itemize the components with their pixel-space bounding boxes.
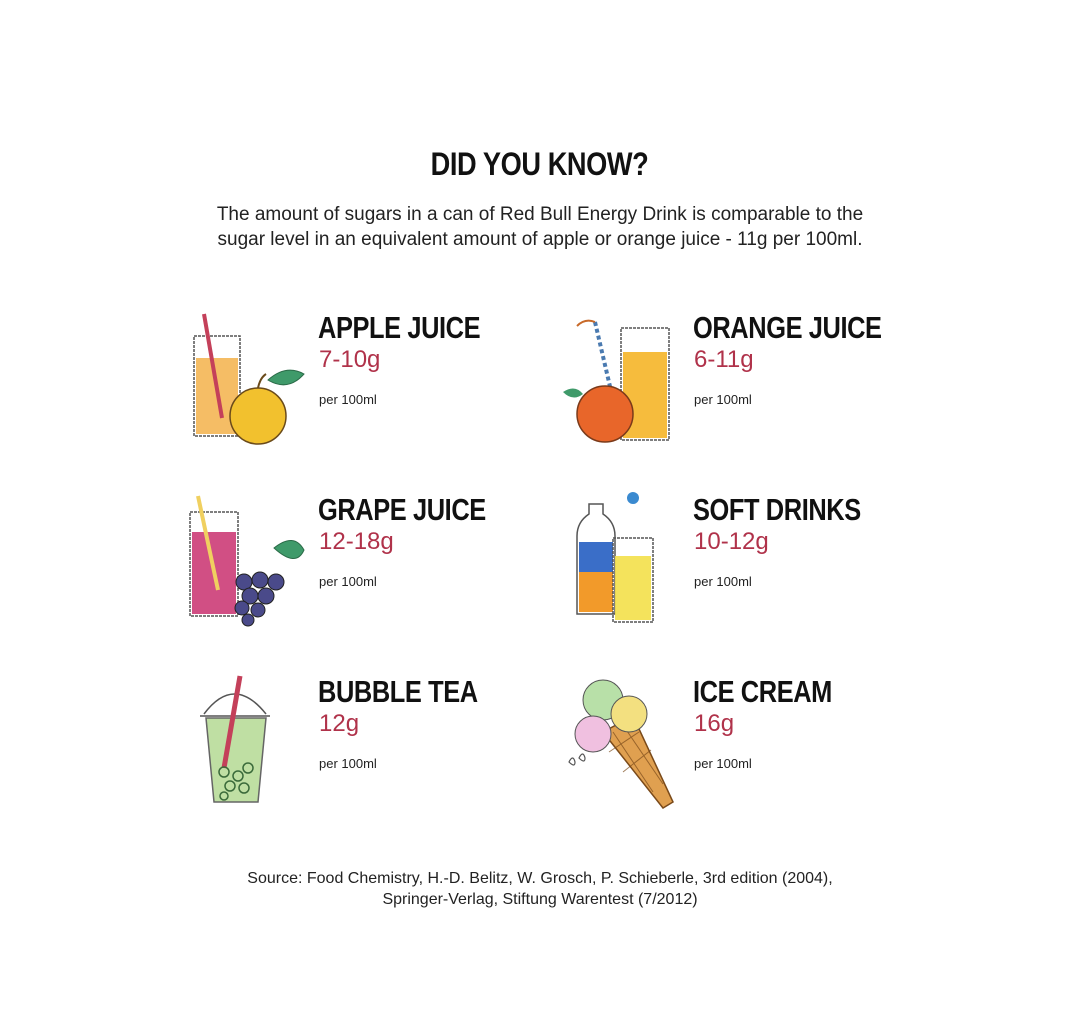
- item-unit: per 100ml: [319, 392, 377, 407]
- item-unit: per 100ml: [319, 756, 377, 771]
- item-orange-juice: [563, 308, 923, 458]
- item-ice-cream: [563, 672, 923, 822]
- item-amount: 12g: [319, 710, 360, 737]
- source-citation: [140, 868, 940, 910]
- page-title: DID YOU KNOW?: [430, 146, 649, 182]
- orange-juice-icon: [563, 308, 688, 448]
- intro-line-2: sugar level in an equivalent amount of apple or orange juice - 11g per 100ml.: [217, 229, 863, 250]
- item-grape-juice: [188, 490, 548, 640]
- source-line-2: Springer-Verlag, Stiftung Warentest (7/2012): [382, 891, 698, 908]
- ice-cream-icon: [563, 672, 688, 812]
- item-amount: 16g: [694, 710, 735, 737]
- item-name: GRAPE JUICE: [318, 492, 486, 527]
- item-amount: 10-12g: [694, 528, 769, 555]
- source-line-1: Source: Food Chemistry, H.-D. Belitz, W. Grosch, P. Schieberle, 3rd edition (2004),: [247, 870, 833, 887]
- item-unit: per 100ml: [319, 574, 377, 589]
- item-name: APPLE JUICE: [318, 310, 481, 345]
- grape-juice-icon: [188, 490, 313, 630]
- item-name: ICE CREAM: [693, 674, 832, 709]
- soft-drinks-icon: [563, 490, 688, 630]
- item-bubble-tea: [188, 672, 548, 822]
- item-unit: per 100ml: [694, 756, 752, 771]
- item-apple-juice: [188, 308, 548, 458]
- item-amount: 6-11g: [694, 346, 754, 373]
- item-amount: 12-18g: [319, 528, 394, 555]
- item-unit: per 100ml: [694, 392, 752, 407]
- intro-text: [140, 202, 940, 252]
- item-name: ORANGE JUICE: [693, 310, 882, 345]
- item-name: SOFT DRINKS: [693, 492, 861, 527]
- item-soft-drinks: [563, 490, 923, 640]
- bubble-tea-icon: [188, 672, 313, 812]
- item-name: BUBBLE TEA: [318, 674, 478, 709]
- apple-juice-icon: [188, 308, 313, 448]
- intro-line-1: The amount of sugars in a can of Red Bull Energy Drink is comparable to the: [216, 204, 864, 225]
- item-amount: 7-10g: [319, 346, 381, 373]
- item-unit: per 100ml: [694, 574, 752, 589]
